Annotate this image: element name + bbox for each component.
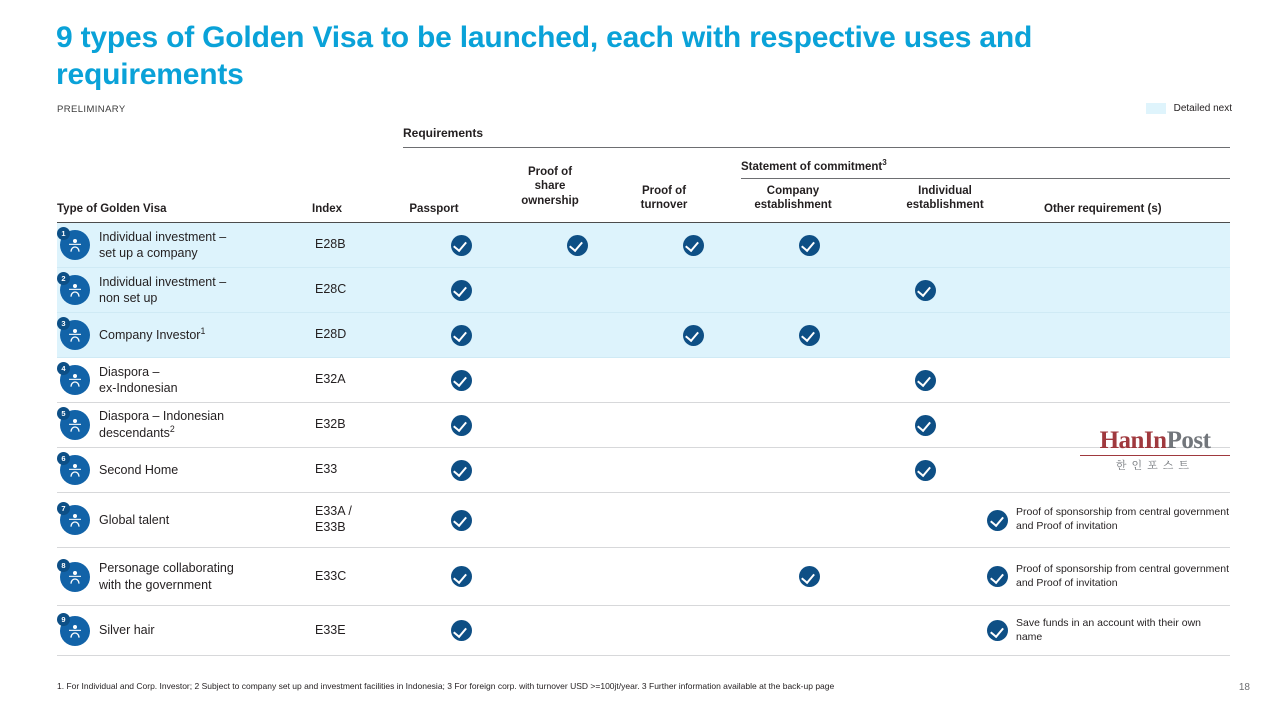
row-number-badge: 9	[57, 613, 70, 626]
watermark-title	[1080, 428, 1230, 453]
row-type-footnote-marker: 1	[200, 326, 206, 337]
row-type-line1: Personage collaborating	[99, 561, 234, 576]
visa-person-icon	[60, 230, 90, 260]
preliminary-label: PRELIMINARY	[57, 104, 126, 115]
row-individual-establishment-cell	[867, 415, 983, 436]
row-index-line1: E32A	[315, 372, 346, 387]
table-row[interactable]	[57, 493, 1230, 548]
row-type-cell	[57, 505, 315, 535]
footnote: 1. For Individual and Corp. Investor; 2 Subject to company set up and investment facilities in Indonesia; 3 For foreign corp. with turnover USD >=100jt/year. 3 Further information available at the back-up page	[57, 681, 835, 691]
row-turnover-cell	[635, 325, 751, 346]
check-icon	[915, 280, 936, 301]
check-icon	[451, 620, 472, 641]
row-passport-cell	[403, 566, 519, 587]
row-type-line2: descendants	[99, 426, 170, 441]
row-index-line2: E33B	[315, 520, 346, 534]
row-type-cell	[57, 229, 315, 262]
watermark	[1080, 428, 1230, 473]
row-index-line1: E33A /	[315, 504, 352, 519]
row-type-line1: Global talent	[99, 512, 170, 527]
visa-person-icon	[60, 562, 90, 592]
row-type-line1: Individual investment –	[99, 229, 227, 244]
legend-label: Detailed next	[1173, 103, 1232, 114]
check-icon	[683, 235, 704, 256]
col-header-individual-establishment-l1: Individual	[918, 185, 972, 197]
visa-person-icon	[60, 275, 90, 305]
legend-swatch-icon	[1146, 103, 1166, 114]
row-individual-establishment-cell	[867, 460, 983, 481]
row-index-cell	[315, 282, 403, 298]
col-header-passport: Passport	[409, 203, 459, 215]
row-type-label	[99, 229, 226, 262]
table-row[interactable]	[57, 606, 1230, 656]
col-header-share-ownership-l2: share	[534, 180, 566, 193]
row-index-line1: E33C	[315, 568, 347, 583]
col-header-turnover-l2: turnover	[640, 199, 688, 212]
col-header-index: Index	[312, 203, 343, 215]
table-row[interactable]	[57, 448, 1230, 493]
check-icon	[451, 235, 472, 256]
col-header-share-ownership-l3: ownership	[521, 194, 579, 207]
row-type-label	[99, 622, 155, 638]
row-share-ownership-cell	[519, 235, 635, 256]
visa-person-icon	[60, 365, 90, 395]
row-type-line1: Individual investment –	[99, 274, 227, 289]
watermark-title-part1: HanIn	[1099, 427, 1167, 454]
row-type-label	[99, 512, 169, 528]
row-index-line1: E28C	[315, 282, 347, 297]
row-other-text: Proof of sponsorship from central government and Proof of invitation	[1016, 562, 1230, 589]
row-type-line2: non set up	[99, 291, 158, 305]
table-row[interactable]	[57, 268, 1230, 313]
visa-person-icon	[60, 505, 90, 535]
row-index-cell	[315, 462, 403, 478]
requirements-group-header: Requirements	[403, 126, 484, 140]
row-type-label	[99, 326, 205, 343]
table-row[interactable]	[57, 548, 1230, 606]
visa-person-icon	[60, 616, 90, 646]
row-company-establishment-cell	[751, 325, 867, 346]
row-company-establishment-cell	[751, 566, 867, 587]
row-turnover-cell	[635, 235, 751, 256]
col-header-individual-establishment	[889, 184, 1001, 213]
row-index-cell	[315, 417, 403, 433]
row-type-label	[99, 364, 178, 397]
watermark-title-part2: Post	[1166, 427, 1211, 454]
page-title: 9 types of Golden Visa to be launched, each with respective uses and requirements	[56, 21, 1033, 91]
row-passport-cell	[403, 415, 519, 436]
row-type-line1: Company Investor	[99, 328, 201, 343]
row-other-cell	[983, 506, 1230, 534]
legend	[1146, 103, 1232, 114]
row-number-badge: 5	[57, 407, 70, 420]
row-other-cell	[983, 563, 1230, 591]
row-index-cell	[315, 504, 403, 535]
visa-person-icon	[60, 320, 90, 350]
check-icon	[799, 325, 820, 346]
row-other-text: Proof of sponsorship from central government and Proof of invitation	[1016, 506, 1230, 532]
row-passport-cell	[403, 325, 519, 346]
col-header-company-establishment-l1: Company	[766, 185, 820, 197]
check-icon	[987, 566, 1008, 587]
row-index-line1: E33	[315, 462, 338, 477]
col-header-turnover	[608, 184, 720, 213]
row-type-line2: set up a company	[99, 246, 198, 260]
row-number-badge: 3	[57, 317, 70, 330]
check-icon	[915, 370, 936, 391]
row-type-cell	[57, 616, 315, 646]
col-header-type: Type of Golden Visa	[57, 203, 167, 215]
check-icon	[451, 510, 472, 531]
check-icon	[799, 235, 820, 256]
row-type-cell	[57, 455, 315, 485]
row-type-cell	[57, 408, 315, 442]
row-passport-cell	[403, 280, 519, 301]
row-index-cell	[315, 623, 403, 639]
watermark-subtitle: 한인포스트	[1080, 455, 1230, 473]
row-passport-cell	[403, 235, 519, 256]
row-other-cell	[983, 617, 1230, 645]
col-header-share-ownership	[494, 165, 606, 208]
row-type-label	[99, 274, 226, 307]
row-type-footnote-marker: 2	[169, 424, 175, 435]
row-type-label	[99, 462, 178, 478]
row-passport-cell	[403, 510, 519, 531]
visa-person-icon	[60, 455, 90, 485]
row-type-line1: Silver hair	[99, 623, 155, 638]
row-type-line1-wrap	[99, 326, 205, 343]
row-index-line1: E28D	[315, 327, 347, 342]
row-company-establishment-cell	[751, 235, 867, 256]
table-row[interactable]	[57, 223, 1230, 268]
col-header-company-establishment-l2: establishment	[754, 199, 832, 212]
row-index-cell	[315, 327, 403, 343]
row-passport-cell	[403, 620, 519, 641]
row-type-line1: Diaspora – Indonesian	[99, 409, 225, 424]
check-icon	[567, 235, 588, 256]
row-number-badge: 6	[57, 452, 70, 465]
check-icon	[451, 280, 472, 301]
row-index-cell	[315, 372, 403, 388]
check-icon	[799, 566, 820, 587]
row-index-line1: E32B	[315, 417, 346, 432]
col-header-turnover-l1: Proof of	[641, 185, 687, 197]
row-index-cell	[315, 569, 403, 585]
row-type-cell	[57, 320, 315, 350]
table-row[interactable]	[57, 313, 1230, 358]
page-number: 18	[1238, 682, 1250, 693]
check-icon	[451, 325, 472, 346]
check-icon	[987, 620, 1008, 641]
check-icon	[915, 415, 936, 436]
col-header-company-establishment	[737, 184, 849, 213]
check-icon	[915, 460, 936, 481]
row-passport-cell	[403, 460, 519, 481]
check-icon	[451, 370, 472, 391]
row-type-cell	[57, 274, 315, 307]
check-icon	[683, 325, 704, 346]
statement-group-label: Statement of commitment	[741, 160, 883, 173]
row-number-badge: 8	[57, 559, 70, 572]
visa-person-icon	[60, 410, 90, 440]
row-index-cell	[315, 237, 403, 253]
row-type-label	[99, 560, 234, 593]
row-number-badge: 2	[57, 272, 70, 285]
row-type-line1: Diaspora –	[99, 364, 160, 379]
table-row[interactable]	[57, 403, 1230, 448]
row-index-line1: E28B	[315, 237, 346, 252]
row-type-line2-wrap	[99, 424, 224, 441]
table-row[interactable]	[57, 358, 1230, 403]
check-icon	[451, 415, 472, 436]
row-individual-establishment-cell	[867, 280, 983, 301]
row-type-line1: Second Home	[99, 462, 179, 477]
col-header-other: Other requirement (s)	[1044, 203, 1162, 215]
row-number-badge: 7	[57, 502, 70, 515]
statement-rule	[741, 178, 1230, 179]
row-type-label	[99, 408, 224, 442]
row-number-badge: 1	[57, 227, 70, 240]
statement-group-footnote-marker: 3	[882, 158, 887, 167]
row-type-line2: ex-Indonesian	[99, 381, 178, 395]
visa-table	[57, 223, 1230, 656]
row-type-line2: with the government	[99, 577, 212, 592]
col-header-individual-establishment-l2: establishment	[906, 199, 984, 212]
check-icon	[451, 566, 472, 587]
row-type-cell	[57, 364, 315, 397]
check-icon	[987, 510, 1008, 531]
row-passport-cell	[403, 370, 519, 391]
statement-group-header	[741, 158, 887, 173]
row-index-line1: E33E	[315, 622, 346, 637]
requirements-rule	[403, 147, 1230, 148]
row-individual-establishment-cell	[867, 370, 983, 391]
row-other-text: Save funds in an account with their own name	[1016, 616, 1202, 643]
col-header-share-ownership-l1: Proof of	[527, 166, 573, 178]
row-number-badge: 4	[57, 362, 70, 375]
row-type-cell	[57, 560, 315, 593]
check-icon	[451, 460, 472, 481]
